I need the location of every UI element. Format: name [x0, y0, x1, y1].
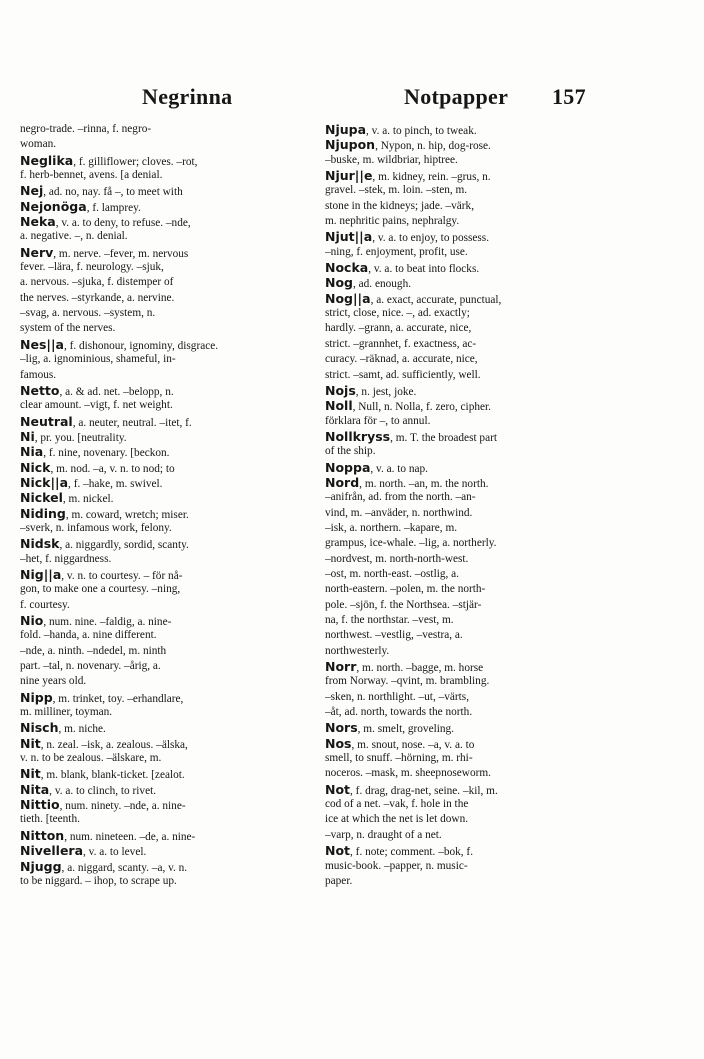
- entry-line: a. nervous. –sjuka, f. distemper of: [20, 276, 174, 289]
- entry-line: vind, m. –anväder, n. northwind.: [325, 506, 473, 519]
- entry-line: v. n. to be zealous. –älskare, m.: [20, 752, 162, 765]
- entry-line: strict, close, nice. –, ad. exactly;: [325, 307, 470, 320]
- entry-line: Njupon, Nypon, n. hip, dog-rose.: [325, 137, 491, 153]
- entry-line: förklara för –, to annul.: [325, 414, 431, 427]
- entry-line: Noppa, v. a. to nap.: [325, 459, 429, 475]
- entry-line: Neutral, a. neuter, neutral. –itet, f.: [20, 413, 192, 429]
- entry-line: clear amount. –vigt, f. net weight.: [20, 399, 173, 412]
- entry-line: noceros. –mask, m. sheepnoseworm.: [325, 767, 491, 780]
- entry-line: gon, to make one a courtesy. –ning,: [20, 583, 181, 596]
- entry-line: Nittio, num. ninety. –nde, a. nine-: [20, 797, 186, 813]
- entry-line: Norr, m. north. –bagge, m. horse: [325, 659, 484, 675]
- entry-line: to be niggard. – ihop, to scrape up.: [20, 874, 177, 887]
- entry-line: part. –tal, n. novenary. –årig, a.: [20, 660, 161, 673]
- entry-line: Nick, m. nod. –a, v. n. to nod; to: [20, 459, 175, 475]
- entry-line: –isk, a. northern. –kapare, m.: [325, 521, 458, 534]
- entry-line: fever. –lära, f. neurology. –sjuk,: [20, 261, 164, 274]
- entry-line: paper.: [325, 874, 353, 887]
- entry-line: Nerv, m. nerve. –fever, m. nervous: [20, 244, 189, 260]
- entry-line: Nos, m. snout, nose. –a, v. a. to: [325, 735, 475, 751]
- entry-line: grampus, ice-whale. –lig, a. northerly.: [325, 537, 497, 550]
- entry-line: a. negative. –, n. denial.: [20, 230, 128, 243]
- entry-line: –lig, a. ignominious, shameful, in-: [20, 353, 176, 366]
- entry-line: m. milliner, toyman.: [20, 706, 113, 719]
- entry-line: pole. –sjön, f. the Northsea. –stjär-: [325, 598, 482, 611]
- entry-line: –åt, ad. north, towards the north.: [325, 706, 473, 719]
- entry-line: –sken, n. northlight. –ut, –värts,: [325, 690, 470, 703]
- entry-line: –nde, a. ninth. –ndedel, m. ninth: [20, 644, 167, 657]
- entry-line: Not, f. note; comment. –bok, f.: [325, 843, 474, 859]
- entry-line: cod of a net. –vak, f. hole in the: [325, 798, 469, 811]
- entry-line: negro-trade. –rinna, f. negro-: [20, 123, 152, 135]
- entry-line: smell, to snuff. –hörning, m. rhi-: [325, 752, 473, 765]
- entry-line: stone in the kidneys; jade. –värk,: [325, 199, 475, 212]
- entry-line: nine years old.: [20, 675, 87, 688]
- entry-line: Nog||a, a. exact, accurate, punctual,: [325, 290, 502, 306]
- entry-line: Nej, ad. no, nay. få –, to meet with: [20, 183, 183, 199]
- entry-line: Nig||a, v. n. to courtesy. – för nå-: [20, 566, 183, 582]
- running-head-right: Notpapper: [404, 84, 509, 109]
- entry-line: Njut||a, v. a. to enjoy, to possess.: [325, 229, 490, 245]
- entry-line: curacy. –räknad, a. accurate, nice,: [325, 353, 478, 366]
- entry-line: Nejonöga, f. lamprey.: [20, 198, 141, 214]
- entry-line: northwesterly.: [325, 644, 390, 657]
- entry-line: of the ship.: [325, 445, 376, 458]
- entry-line: Nidsk, a. niggardly, sordid, scanty.: [20, 536, 189, 552]
- entry-line: Nollkryss, m. T. the broadest part: [325, 428, 497, 444]
- entry-line: Nipp, m. trinket, toy. –erhandlare,: [20, 689, 184, 705]
- entry-line: system of the nerves.: [20, 322, 116, 335]
- entry-line: the nerves. –styrkande, a. nervine.: [20, 291, 175, 304]
- left-column: [20, 122, 316, 889]
- entry-line: famous.: [20, 368, 57, 381]
- entry-line: Nocka, v. a. to beat into flocks.: [325, 260, 480, 276]
- entry-line: Nickel, m. nickel.: [20, 490, 114, 506]
- entry-line: Njur||e, m. kidney, rein. –grus, n.: [325, 168, 491, 184]
- right-column: [325, 122, 621, 889]
- entry-line: Neka, v. a. to deny, to refuse. –nde,: [20, 214, 191, 230]
- entry-line: Njugg, a. niggard, scanty. –a, v. n.: [20, 858, 188, 874]
- entry-line: Ni, pr. you. [neutrality.: [20, 428, 127, 444]
- entry-line: –sverk, n. infamous work, felony.: [20, 521, 172, 534]
- entry-line: Nors, m. smelt, groveling.: [325, 720, 454, 736]
- entry-line: north-eastern. –polen, m. the north-: [325, 583, 486, 596]
- entry-line: m. nephritic pains, nephralgy.: [325, 215, 460, 228]
- entry-line: from Norway. –qvint, m. brambling.: [325, 675, 490, 688]
- entry-line: fold. –handa, a. nine different.: [20, 629, 157, 642]
- entry-line: Noll, Null, n. Nolla, f. zero, cipher.: [325, 398, 491, 414]
- entry-line: –nordvest, m. north-north-west.: [325, 552, 469, 565]
- entry-line: Nog, ad. enough.: [325, 275, 412, 291]
- entry-line: –anifrån, ad. from the north. –an-: [325, 491, 476, 504]
- entry-line: music-book. –papper, n. music-: [325, 859, 468, 872]
- entry-line: Neglika, f. gilliflower; cloves. –rot,: [20, 152, 198, 168]
- entry-line: Nit, m. blank, blank-ticket. [zealot.: [20, 766, 185, 782]
- entry-line: Nia, f. nine, novenary. [beckon.: [20, 444, 170, 460]
- entry-line: northwest. –vestlig, –vestra, a.: [325, 629, 463, 642]
- entry-line: –varp, n. draught of a net.: [325, 828, 442, 841]
- entry-line: –het, f. niggardness.: [20, 552, 112, 565]
- entry-line: tieth. [teenth.: [20, 813, 80, 826]
- entry-line: f. herb-bennet, avens. [a denial.: [20, 169, 163, 182]
- entry-line: Netto, a. & ad. net. –belopp, n.: [20, 382, 174, 398]
- entry-line: f. courtesy.: [20, 598, 70, 611]
- entry-line: Nitton, num. nineteen. –de, a. nine-: [20, 827, 196, 843]
- entry-line: Nit, n. zeal. –isk, a. zealous. –älska,: [20, 735, 188, 751]
- page-number: 157: [552, 84, 586, 109]
- entry-line: Nivellera, v. a. to level.: [20, 843, 147, 859]
- entry-line: Nojs, n. jest, joke.: [325, 382, 417, 398]
- entry-line: –svag, a. nervous. –system, n.: [20, 307, 156, 320]
- entry-line: woman.: [20, 138, 57, 151]
- entry-line: Not, f. drag, drag-net, seine. –kil, m.: [325, 781, 498, 797]
- entry-line: Nita, v. a. to clinch, to rivet.: [20, 781, 157, 797]
- entry-line: –ost, m. north-east. –ostlig, a.: [325, 567, 459, 580]
- entry-line: Njupa, v. a. to pinch, to tweak.: [325, 122, 477, 137]
- entry-line: Niding, m. coward, wretch; miser.: [20, 505, 189, 521]
- entry-line: Nord, m. north. –an, m. the north.: [325, 474, 489, 490]
- entry-line: hardly. –grann, a. accurate, nice,: [325, 322, 472, 335]
- entry-line: strict. –grannhet, f. exactness, ac-: [325, 337, 477, 350]
- running-head-left: Negrinna: [142, 84, 233, 109]
- entry-line: gravel. –stek, m. loin. –sten, m.: [325, 184, 468, 197]
- entry-line: Nisch, m. niche.: [20, 720, 106, 736]
- entry-line: ice at which the net is let down.: [325, 813, 469, 826]
- entry-line: –buske, m. wildbriar, hiptree.: [325, 153, 458, 166]
- entry-line: Nio, num. nine. –faldig, a. nine-: [20, 613, 172, 628]
- entry-line: na, f. the northstar. –vest, m.: [325, 614, 454, 626]
- entry-line: Nick||a, f. –hake, m. swivel.: [20, 474, 163, 490]
- entry-line: Nes||a, f. dishonour, ignominy, disgrace.: [20, 336, 219, 352]
- entry-line: strict. –samt, ad. sufficiently, well.: [325, 368, 481, 381]
- entry-line: –ning, f. enjoyment, profit, use.: [325, 245, 468, 258]
